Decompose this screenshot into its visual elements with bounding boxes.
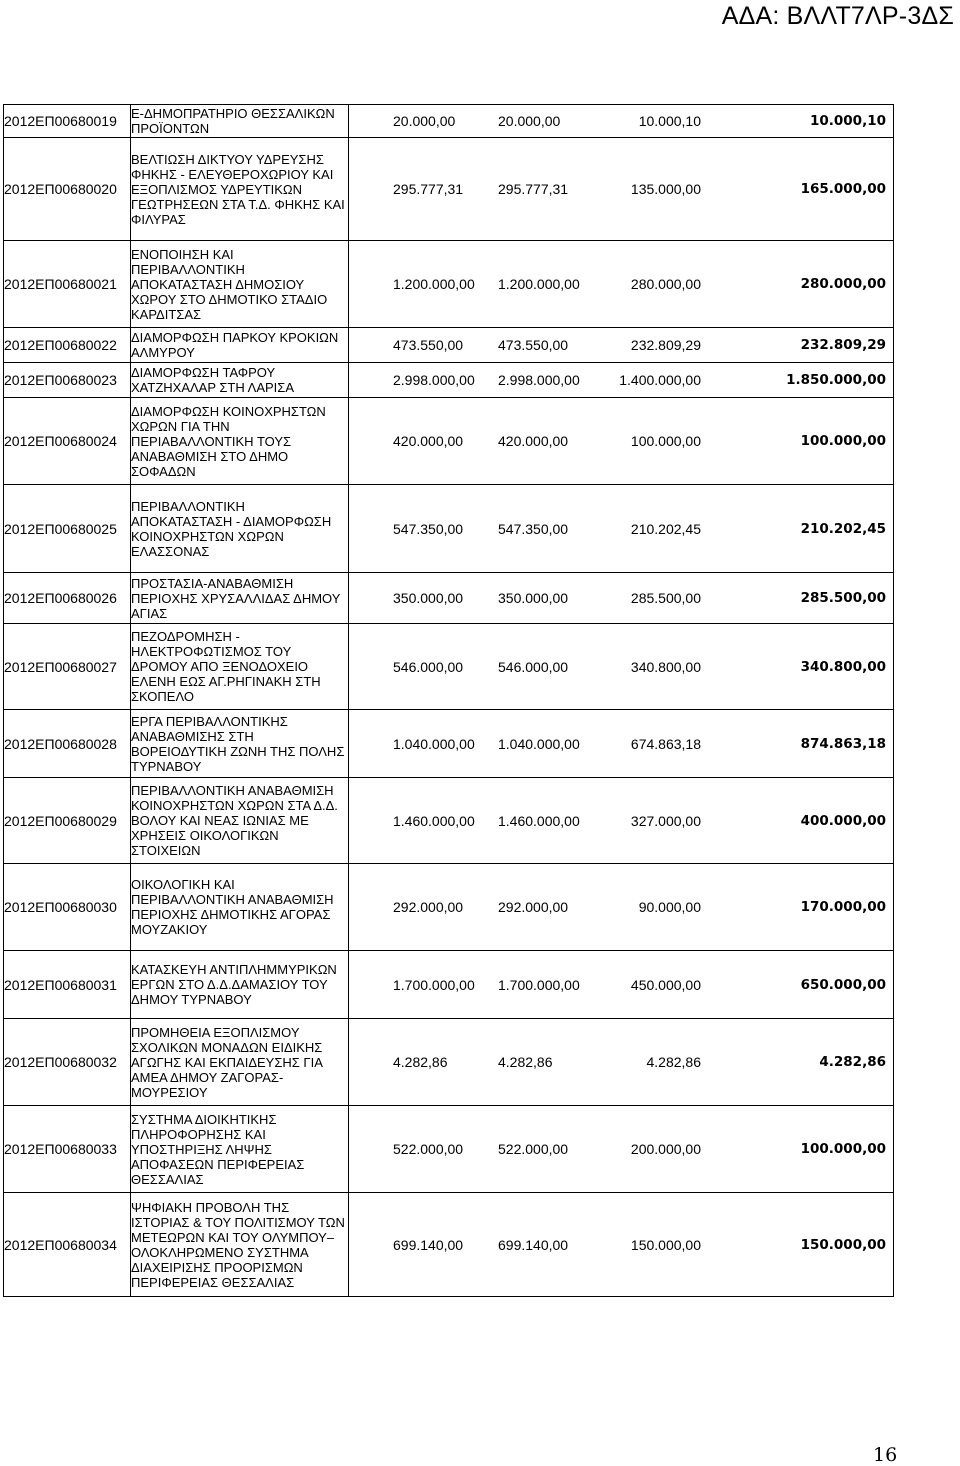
eligible-amount: 1.460.000,00 — [498, 812, 580, 829]
total-amount: 285.500,00 — [800, 590, 886, 606]
project-code: 2012ΕΠ00680032 — [4, 1019, 131, 1106]
project-description: ΕΝΟΠΟΙΗΣΗ ΚΑΙ ΠΕΡΙΒΑΛΛΟΝΤΙΚΗ ΑΠΟΚΑΤΑΣΤΑΣΗ ΔΗΜΟΣΙΟΥ ΧΩΡΟΥ ΣΤΟ ΔΗΜΟΤΙΚΟ ΣΤΑΔΙΟ ΚΑΡΔΙΤΣΑΣ — [131, 241, 349, 328]
allocated-amount: 450.000,00 — [630, 976, 701, 993]
total-amount: 10.000,10 — [809, 113, 886, 129]
table-row — [4, 328, 894, 363]
total-amount: 1.850.000,00 — [786, 372, 886, 388]
allocated-amount: 200.000,00 — [630, 1141, 701, 1157]
budget-amount: 1.460.000,00 — [393, 812, 475, 829]
project-description: ΣΥΣΤΗΜΑ ΔΙΟΙΚΗΤΙΚΗΣ ΠΛΗΡΟΦΟΡΗΣΗΣ ΚΑΙ ΥΠΟΣΤΗΡΙΞΗΣ ΛΗΨΗΣ ΑΠΟΦΑΣΕΩΝ ΠΕΡΙΦΕΡΕΙΑΣ ΘΕΣΣΑΛΙΑΣ — [131, 1106, 349, 1193]
eligible-amount: 547.350,00 — [498, 520, 569, 537]
project-code: 2012ΕΠ00680025 — [4, 485, 131, 573]
project-code: 2012ΕΠ00680021 — [4, 241, 131, 328]
project-description: ΔΙΑΜΟΡΦΩΣΗ ΚΟΙΝΟΧΡΗΣΤΩΝ ΧΩΡΩΝ ΓΙΑ ΤΗΝ ΠΕΡΙΑΒΑΛΛΟΝΤΙΚΗ ΤΟΥΣ ΑΝΑΒΑΘΜΙΣΗ ΣΤΟ ΔΗΜΟ ΣΟΦΑΔΩΝ — [131, 398, 349, 485]
project-code: 2012ΕΠ00680033 — [4, 1106, 131, 1193]
eligible-amount: 292.000,00 — [498, 899, 569, 915]
project-description: Ε-ΔΗΜΟΠΡΑΤΗΡΙΟ ΘΕΣΣΑΛΙΚΩΝ ΠΡΟΪΟΝΤΩΝ — [131, 105, 349, 138]
project-code: 2012ΕΠ00680020 — [4, 138, 131, 241]
budget-amount: 473.550,00 — [393, 337, 464, 353]
amounts-cell — [349, 485, 894, 573]
project-code: 2012ΕΠ00680019 — [4, 105, 131, 138]
project-code: 2012ΕΠ00680031 — [4, 951, 131, 1019]
eligible-amount: 546.000,00 — [498, 658, 569, 675]
table-row — [4, 864, 894, 951]
amounts-cell — [349, 710, 894, 778]
budget-amount: 350.000,00 — [393, 590, 464, 606]
total-amount: 280.000,00 — [800, 276, 886, 292]
amounts-cell — [349, 1106, 894, 1193]
budget-amount: 522.000,00 — [393, 1141, 464, 1157]
project-description: ΠΕΡΙΒΑΛΛΟΝΤΙΚΗ ΑΝΑΒΑΘΜΙΣΗ ΚΟΙΝΟΧΡΗΣΤΩΝ ΧΩΡΩΝ ΣΤΑ Δ.Δ. ΒΟΛΟΥ ΚΑΙ ΝΕΑΣ ΙΩΝΙΑΣ ΜΕ ΧΡΗΣΕΙΣ ΟΙΚΟΛΟΓΙΚΩΝ ΣΤΟΙΧΕΙΩΝ — [131, 778, 349, 864]
project-code: 2012ΕΠ00680022 — [4, 328, 131, 363]
table-row — [4, 485, 894, 573]
eligible-amount: 4.282,86 — [498, 1054, 553, 1070]
table-row — [4, 624, 894, 710]
amounts-cell — [349, 1193, 894, 1297]
budget-amount: 20.000,00 — [393, 113, 456, 129]
allocated-amount: 327.000,00 — [630, 812, 701, 829]
budget-amount: 420.000,00 — [393, 433, 464, 449]
eligible-amount: 522.000,00 — [498, 1141, 569, 1157]
project-code: 2012ΕΠ00680023 — [4, 363, 131, 398]
project-description: ΔΙΑΜΟΡΦΩΣΗ ΤΑΦΡΟΥ ΧΑΤΖΗΧΑΛΑΡ ΣΤΗ ΛΑΡΙΣΑ — [131, 363, 349, 398]
amounts-cell — [349, 138, 894, 241]
amounts-cell — [349, 864, 894, 951]
eligible-amount: 473.550,00 — [498, 337, 569, 353]
ada-header: ΑΔΑ: ΒΛΛΤ7ΛΡ-3ΔΣ — [721, 2, 954, 30]
project-description: ΠΕΖΟΔΡΟΜΗΣΗ - ΗΛΕΚΤΡΟΦΩΤΙΣΜΟΣ ΤΟΥ ΔΡΟΜΟΥ ΑΠΟ ΞΕΝΟΔΟΧΕΙΟ ΕΛΕΝΗ ΕΩΣ ΑΓ.ΡΗΓΙΝΑΚΗ ΣΤΗ ΣΚΟΠΕΛΟ — [131, 624, 349, 710]
amounts-cell — [349, 951, 894, 1019]
amounts-cell — [349, 105, 894, 138]
project-description: ΨΗΦΙΑΚΗ ΠΡΟΒΟΛΗ ΤΗΣ ΙΣΤΟΡΙΑΣ & ΤΟΥ ΠΟΛΙΤΙΣΜΟΥ ΤΩΝ ΜΕΤΕΩΡΩΝ ΚΑΙ ΤΟΥ ΟΛΥΜΠΟΥ– ΟΛΟΚΛΗΡΩΜΕΝΟ ΣΥΣΤΗΜΑ ΔΙΑΧΕΙΡΙΣΗΣ ΠΡΟΟΡΙΣΜΩΝ ΠΕΡΙΦΕΡΕΙΑΣ ΘΕΣΣΑΛΙΑΣ — [131, 1193, 349, 1297]
eligible-amount: 1.040.000,00 — [498, 735, 580, 752]
amounts-cell — [349, 328, 894, 363]
total-amount: 4.282,86 — [819, 1054, 886, 1070]
budget-amount: 699.140,00 — [393, 1236, 464, 1253]
amounts-cell — [349, 241, 894, 328]
table-row — [4, 1193, 894, 1297]
table-row — [4, 363, 894, 398]
table-row — [4, 398, 894, 485]
allocated-amount: 280.000,00 — [630, 276, 701, 292]
project-code: 2012ΕΠ00680027 — [4, 624, 131, 710]
project-description: ΒΕΛΤΙΩΣΗ ΔΙΚΤΥΟΥ ΥΔΡΕΥΣΗΣ ΦΗΚΗΣ - ΕΛΕΥΘΕΡΟΧΩΡΙΟΥ ΚΑΙ ΕΞΟΠΛΙΣΜΟΣ ΥΔΡΕΥΤΙΚΩΝ ΓΕΩΤΡΗΣΕΩΝ ΣΤΑ Τ.Δ. ΦΗΚΗΣ ΚΑΙ ΦΙΛΥΡΑΣ — [131, 138, 349, 241]
amounts-cell — [349, 778, 894, 864]
total-amount: 340.800,00 — [800, 658, 886, 675]
page-number: 16 — [873, 1444, 898, 1466]
allocated-amount: 210.202,45 — [630, 520, 701, 537]
allocated-amount: 232.809,29 — [630, 337, 701, 353]
allocated-amount: 90.000,00 — [638, 899, 701, 915]
eligible-amount: 1.200.000,00 — [498, 276, 580, 292]
allocated-amount: 135.000,00 — [630, 181, 701, 197]
amounts-cell — [349, 1019, 894, 1106]
budget-amount: 292.000,00 — [393, 899, 464, 915]
table-row — [4, 1106, 894, 1193]
total-amount: 165.000,00 — [800, 181, 886, 197]
project-description: ΠΡΟΣΤΑΣΙΑ-ΑΝΑΒΑΘΜΙΣΗ ΠΕΡΙΟΧΗΣ ΧΡΥΣΑΛΛΙΔΑΣ ΔΗΜΟΥ ΑΓΙΑΣ — [131, 573, 349, 624]
allocated-amount: 674.863,18 — [630, 735, 701, 752]
total-amount: 170.000,00 — [800, 899, 886, 915]
table-row — [4, 1019, 894, 1106]
budget-amount: 2.998.000,00 — [393, 372, 475, 388]
table-row — [4, 241, 894, 328]
total-amount: 874.863,18 — [800, 735, 886, 752]
eligible-amount: 2.998.000,00 — [498, 372, 580, 388]
budget-amount: 1.700.000,00 — [393, 976, 475, 993]
total-amount: 400.000,00 — [800, 812, 886, 829]
allocated-amount: 4.282,86 — [646, 1054, 701, 1070]
eligible-amount: 699.140,00 — [498, 1236, 569, 1253]
project-description: ΠΡΟΜΗΘΕΙΑ ΕΞΟΠΛΙΣΜΟΥ ΣΧΟΛΙΚΩΝ ΜΟΝΑΔΩΝ ΕΙΔΙΚΗΣ ΑΓΩΓΗΣ ΚΑΙ ΕΚΠΑΙΔΕΥΣΗΣ ΓΙΑ ΑΜΕΑ ΔΗΜΟΥ ΖΑΓΟΡΑΣ-ΜΟΥΡΕΣΙΟΥ — [131, 1019, 349, 1106]
total-amount: 100.000,00 — [800, 433, 886, 449]
project-description: ΟΙΚΟΛΟΓΙΚΗ ΚΑΙ ΠΕΡΙΒΑΛΛΟΝΤΙΚΗ ΑΝΑΒΑΘΜΙΣΗ ΠΕΡΙΟΧΗΣ ΔΗΜΟΤΙΚΗΣ ΑΓΟΡΑΣ ΜΟΥΖΑΚΙΟΥ — [131, 864, 349, 951]
allocated-amount: 340.800,00 — [630, 658, 701, 675]
amounts-cell — [349, 398, 894, 485]
budget-amount: 295.777,31 — [393, 181, 464, 197]
amounts-cell — [349, 624, 894, 710]
table-row — [4, 105, 894, 138]
table-row — [4, 138, 894, 241]
eligible-amount: 20.000,00 — [498, 113, 561, 129]
project-description: ΕΡΓΑ ΠΕΡΙΒΑΛΛΟΝΤΙΚΗΣ ΑΝΑΒΑΘΜΙΣΗΣ ΣΤΗ ΒΟΡΕΙΟΔΥΤΙΚΗ ΖΩΝΗ ΤΗΣ ΠΟΛΗΣ ΤΥΡΝΑΒΟΥ — [131, 710, 349, 778]
table-row — [4, 951, 894, 1019]
project-description: ΚΑΤΑΣΚΕΥΗ ΑΝΤΙΠΛΗΜΜΥΡΙΚΩΝ ΕΡΓΩΝ ΣΤΟ Δ.Δ.ΔΑΜΑΣΙΟΥ ΤΟΥ ΔΗΜΟΥ ΤΥΡΝΑΒΟΥ — [131, 951, 349, 1019]
projects-table — [3, 104, 894, 1297]
budget-amount: 547.350,00 — [393, 520, 464, 537]
budget-amount: 1.200.000,00 — [393, 276, 475, 292]
eligible-amount: 1.700.000,00 — [498, 976, 580, 993]
allocated-amount: 100.000,00 — [630, 433, 701, 449]
total-amount: 232.809,29 — [800, 337, 886, 353]
allocated-amount: 10.000,10 — [638, 113, 701, 129]
eligible-amount: 350.000,00 — [498, 590, 569, 606]
table-row — [4, 710, 894, 778]
eligible-amount: 295.777,31 — [498, 181, 569, 197]
total-amount: 100.000,00 — [800, 1141, 886, 1157]
budget-amount: 546.000,00 — [393, 658, 464, 675]
allocated-amount: 1.400.000,00 — [619, 372, 701, 388]
budget-amount: 4.282,86 — [393, 1054, 448, 1070]
allocated-amount: 285.500,00 — [630, 590, 701, 606]
project-code: 2012ΕΠ00680024 — [4, 398, 131, 485]
project-code: 2012ΕΠ00680028 — [4, 710, 131, 778]
amounts-cell — [349, 363, 894, 398]
allocated-amount: 150.000,00 — [630, 1236, 701, 1253]
table-row — [4, 573, 894, 624]
project-code: 2012ΕΠ00680029 — [4, 778, 131, 864]
total-amount: 150.000,00 — [800, 1236, 886, 1253]
eligible-amount: 420.000,00 — [498, 433, 569, 449]
amounts-cell — [349, 573, 894, 624]
project-description: ΔΙΑΜΟΡΦΩΣΗ ΠΑΡΚΟΥ ΚΡΟΚΙΩΝ ΑΛΜΥΡΟΥ — [131, 328, 349, 363]
table-row — [4, 778, 894, 864]
project-code: 2012ΕΠ00680026 — [4, 573, 131, 624]
project-code: 2012ΕΠ00680030 — [4, 864, 131, 951]
total-amount: 650.000,00 — [800, 976, 886, 993]
project-code: 2012ΕΠ00680034 — [4, 1193, 131, 1297]
budget-amount: 1.040.000,00 — [393, 735, 475, 752]
project-description: ΠΕΡΙΒΑΛΛΟΝΤΙΚΗ ΑΠΟΚΑΤΑΣΤΑΣΗ - ΔΙΑΜΟΡΦΩΣΗ ΚΟΙΝΟΧΡΗΣΤΩΝ ΧΩΡΩΝ ΕΛΑΣΣΟΝΑΣ — [131, 485, 349, 573]
total-amount: 210.202,45 — [800, 520, 886, 537]
